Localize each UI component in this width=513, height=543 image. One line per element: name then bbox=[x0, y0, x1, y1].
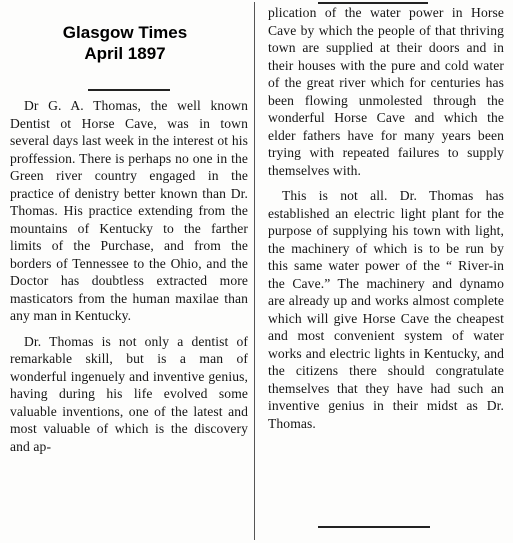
left-column bbox=[10, 97, 248, 463]
masthead bbox=[20, 22, 230, 64]
column-divider bbox=[254, 2, 255, 540]
paragraph-2-continued: plication of the water power in Horse Cave by which the people of that thriving town are supplied at their doors and in their houses with the pure and cold water of the great river which for centuries has been flowing unmolested through the wonderful Horse Cave and which the elder fathers have for many years been trying with repeated failures to supply themselves with. bbox=[268, 5, 504, 178]
right-column bbox=[268, 4, 504, 440]
publication-date: April 1897 bbox=[84, 44, 166, 63]
paragraph-3: This is not all. Dr. Thomas has established an electric light plant for the purpose of supplying his town with light, the machinery of which is to be run by this same water power of the “ River-in the Cave.” The machinery and dynamo are already up and works almost complete which will give Horse Cave the cheapest and most convenient system of water works and electric lights in Kentucky, and the citizens there should congratulate themselves that they have had such an inventive genius in their midst as Dr. Thomas. bbox=[268, 188, 504, 431]
paragraph-1: Dr G. A. Thomas, the well known Dentist ot Horse Cave, was in town several days last week in the interest ot his proffession. There is perhaps no one in the Green river country engaged in the practice of denistry better known than Dr. Thomas. His practice extending from the mountains of Kentucky to the farther limits of the Purchase, and from the borders of Tennessee to the Ohio, and the Doctor has doubtless extracted more masticators from the human maxilae than any man in Kentucky. bbox=[10, 98, 248, 323]
newspaper-name: Glasgow Times bbox=[62, 23, 188, 42]
paragraph-2: Dr. Thomas is not only a dentist of remarkable skill, but is a man of wonderful ingenuely and inventive genius, having during his life evolved some valuable inventions, one of the latest and most valuable of which is the discovery and ap- bbox=[10, 333, 248, 454]
end-divider bbox=[318, 526, 430, 528]
header-divider bbox=[88, 89, 170, 91]
